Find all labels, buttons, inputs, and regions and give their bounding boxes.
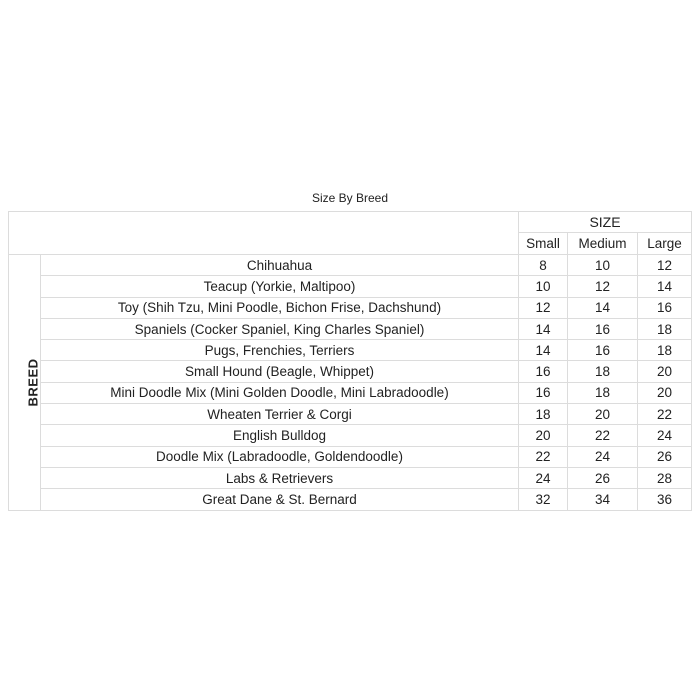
breed-name-cell: Great Dane & St. Bernard <box>41 489 519 510</box>
column-header-large: Large <box>638 233 692 255</box>
breed-group-label-cell <box>9 255 41 511</box>
column-header-medium: Medium <box>568 233 638 255</box>
table-title: Size By Breed <box>311 191 389 205</box>
medium-size-cell: 12 <box>568 276 638 297</box>
table-row <box>9 467 692 488</box>
large-size-cell: 28 <box>638 467 692 488</box>
breed-name-cell: Small Hound (Beagle, Whippet) <box>41 361 519 382</box>
small-size-cell: 16 <box>519 361 568 382</box>
table-row <box>9 276 692 297</box>
small-size-cell: 12 <box>519 297 568 318</box>
large-size-cell: 18 <box>638 340 692 361</box>
table-row <box>9 446 692 467</box>
small-size-cell: 18 <box>519 404 568 425</box>
breed-name-cell: Chihuahua <box>41 255 519 276</box>
breed-name-cell: Mini Doodle Mix (Mini Golden Doodle, Mini Labradoodle) <box>41 382 519 403</box>
medium-size-cell: 22 <box>568 425 638 446</box>
large-size-cell: 20 <box>638 361 692 382</box>
table-row <box>9 340 692 361</box>
table-row <box>9 297 692 318</box>
small-size-cell: 22 <box>519 446 568 467</box>
table-row <box>9 255 692 276</box>
medium-size-cell: 18 <box>568 382 638 403</box>
small-size-cell: 16 <box>519 382 568 403</box>
large-size-cell: 26 <box>638 446 692 467</box>
medium-size-cell: 16 <box>568 340 638 361</box>
table-row <box>9 489 692 510</box>
large-size-cell: 14 <box>638 276 692 297</box>
small-size-cell: 10 <box>519 276 568 297</box>
medium-size-cell: 20 <box>568 404 638 425</box>
breed-name-cell: Spaniels (Cocker Spaniel, King Charles Spaniel) <box>41 318 519 339</box>
medium-size-cell: 26 <box>568 467 638 488</box>
large-size-cell: 36 <box>638 489 692 510</box>
header-blank-cell <box>9 212 519 255</box>
breed-name-cell: Toy (Shih Tzu, Mini Poodle, Bichon Frise, Dachshund) <box>41 297 519 318</box>
column-header-small: Small <box>519 233 568 255</box>
size-group-header: SIZE <box>519 212 692 233</box>
table-row <box>9 382 692 403</box>
medium-size-cell: 14 <box>568 297 638 318</box>
large-size-cell: 20 <box>638 382 692 403</box>
table-body <box>9 255 692 511</box>
breed-name-cell: Doodle Mix (Labradoodle, Goldendoodle) <box>41 446 519 467</box>
medium-size-cell: 10 <box>568 255 638 276</box>
breed-name-cell: English Bulldog <box>41 425 519 446</box>
large-size-cell: 24 <box>638 425 692 446</box>
medium-size-cell: 24 <box>568 446 638 467</box>
medium-size-cell: 18 <box>568 361 638 382</box>
small-size-cell: 14 <box>519 340 568 361</box>
small-size-cell: 20 <box>519 425 568 446</box>
table-row <box>9 425 692 446</box>
table-row <box>9 404 692 425</box>
medium-size-cell: 16 <box>568 318 638 339</box>
large-size-cell: 18 <box>638 318 692 339</box>
large-size-cell: 16 <box>638 297 692 318</box>
small-size-cell: 14 <box>519 318 568 339</box>
small-size-cell: 32 <box>519 489 568 510</box>
medium-size-cell: 34 <box>568 489 638 510</box>
breed-name-cell: Labs & Retrievers <box>41 467 519 488</box>
size-by-breed-table <box>8 211 692 511</box>
small-size-cell: 24 <box>519 467 568 488</box>
breed-name-cell: Teacup (Yorkie, Maltipoo) <box>41 276 519 297</box>
breed-group-label: BREED <box>25 358 41 407</box>
table-row <box>9 318 692 339</box>
breed-name-cell: Pugs, Frenchies, Terriers <box>41 340 519 361</box>
small-size-cell: 8 <box>519 255 568 276</box>
table-row <box>9 361 692 382</box>
breed-name-cell: Wheaten Terrier & Corgi <box>41 404 519 425</box>
large-size-cell: 22 <box>638 404 692 425</box>
large-size-cell: 12 <box>638 255 692 276</box>
